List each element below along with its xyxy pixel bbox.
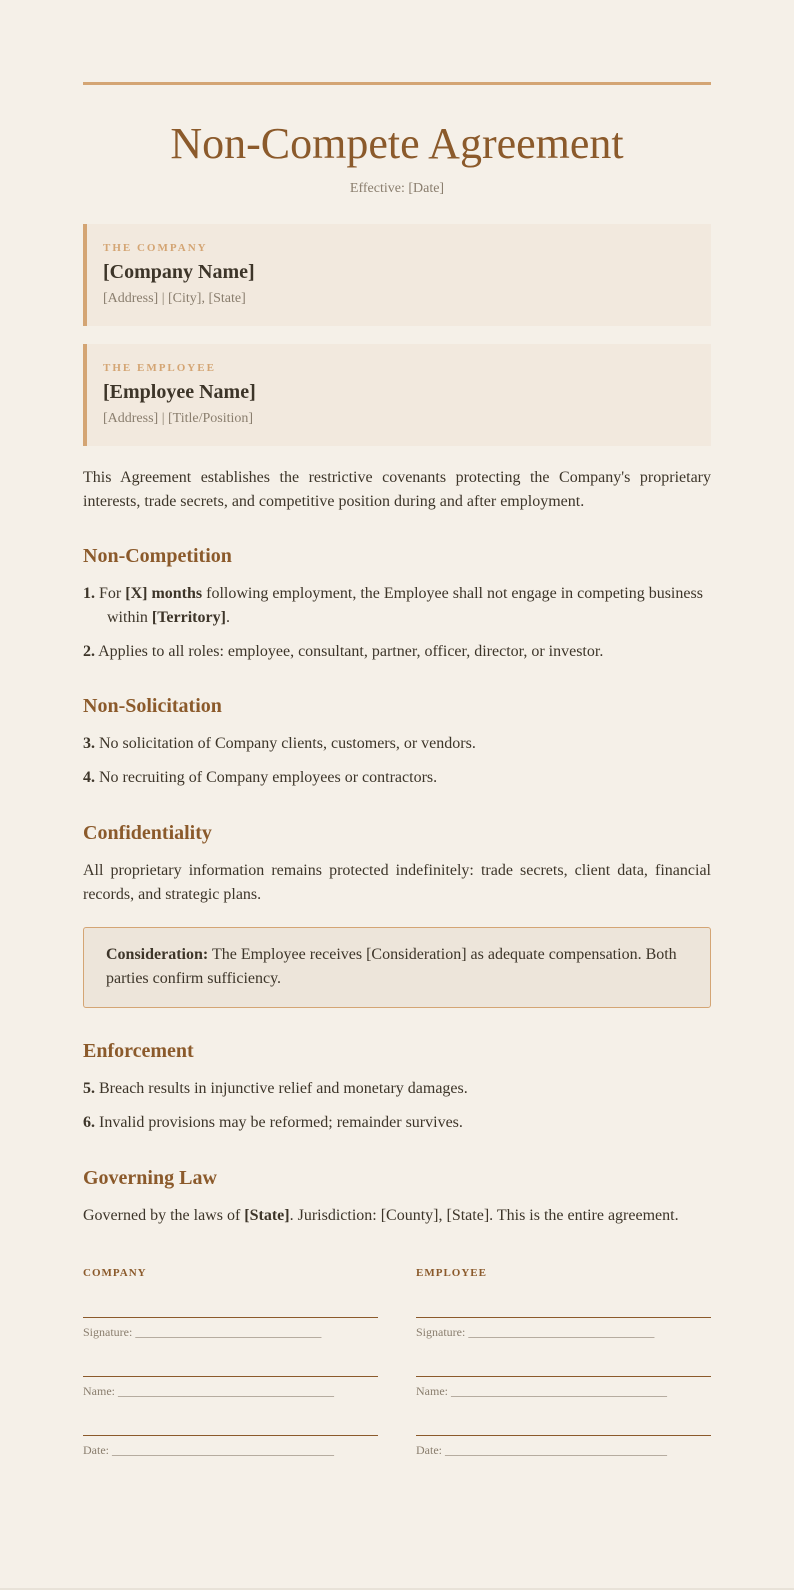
section-heading-governing-law: Governing Law	[83, 1167, 217, 1189]
clause-2	[83, 640, 711, 664]
page-title: Non-Compete Agreement	[170, 119, 624, 168]
consideration-callout	[83, 927, 711, 1008]
agreement-document	[83, 82, 711, 1458]
employee-name-line[interactable]	[416, 1376, 711, 1377]
employee-date-field[interactable]: Date: _____________________________________	[416, 1443, 667, 1457]
clause-text: No recruiting of Company employees or contractors.	[99, 769, 438, 786]
employee-label: THE EMPLOYEE	[103, 362, 216, 374]
clause-5	[83, 1077, 711, 1101]
company-signature-heading: COMPANY	[83, 1267, 147, 1279]
consideration-label: Consideration:	[106, 946, 209, 963]
employee-name-field[interactable]: Name: ____________________________________	[416, 1384, 667, 1398]
section-heading-non-competition: Non-Competition	[83, 545, 232, 567]
clause-text: For	[99, 585, 126, 602]
clause-number: 5.	[83, 1080, 95, 1097]
employee-name: [Employee Name]	[103, 381, 256, 403]
section-heading-non-solicitation: Non-Solicitation	[83, 695, 222, 717]
effective-date: Effective: [Date]	[349, 181, 445, 196]
clause-number: 3.	[83, 735, 95, 752]
consideration-text: The Employee receives [Consideration] as adequate compensation. Both parties confirm sufficiency.	[106, 946, 677, 987]
top-divider	[83, 82, 711, 85]
clause-1	[83, 582, 711, 630]
company-signature-column	[83, 1266, 378, 1458]
company-party-card	[83, 224, 711, 326]
clause-text: following employment, the Employee shall not engage in competing business within	[107, 585, 703, 626]
clause-3	[83, 732, 711, 756]
clause-number: 1.	[83, 585, 95, 602]
company-date-line[interactable]	[83, 1435, 378, 1436]
confidentiality-paragraph: All proprietary information remains protected indefinitely: trade secrets, client data, financial records, and strategic plans.	[83, 862, 711, 903]
section-heading-enforcement: Enforcement	[83, 1040, 194, 1062]
employee-signature-line[interactable]	[416, 1317, 711, 1318]
clause-number: 4.	[83, 769, 95, 786]
employee-date-line[interactable]	[416, 1435, 711, 1436]
employee-signature-column	[416, 1266, 711, 1458]
employee-address: [Address] | [Title/Position]	[103, 411, 254, 426]
clause-text: Breach results in injunctive relief and monetary damages.	[99, 1080, 468, 1097]
territory-placeholder: [Territory]	[151, 609, 226, 626]
clause-number: 2.	[83, 643, 95, 660]
clause-4	[83, 766, 711, 790]
clause-number: 6.	[83, 1114, 95, 1131]
company-address: [Address] | [City], [State]	[103, 291, 246, 306]
company-signature-field[interactable]: Signature: _______________________________	[83, 1325, 322, 1339]
governing-text: . Jurisdiction: [County], [State]. This is the entire agreement.	[289, 1207, 679, 1224]
company-name: [Company Name]	[103, 261, 255, 283]
state-placeholder: [State]	[244, 1207, 290, 1224]
duration-placeholder: [X] months	[125, 585, 203, 602]
clause-6	[83, 1111, 711, 1135]
clause-text: .	[225, 609, 230, 626]
clause-text: Applies to all roles: employee, consultant, partner, officer, director, or investor.	[98, 643, 604, 660]
company-name-field[interactable]: Name: ____________________________________	[83, 1384, 334, 1398]
company-label: THE COMPANY	[103, 242, 208, 254]
company-signature-line[interactable]	[83, 1317, 378, 1318]
employee-party-card	[83, 344, 711, 446]
governing-text: Governed by the laws of	[83, 1207, 245, 1224]
employee-signature-field[interactable]: Signature: _______________________________	[416, 1325, 655, 1339]
intro-paragraph: This Agreement establishes the restrictive covenants protecting the Company's proprietary interests, trade secrets, and competitive position during and after employment.	[83, 469, 711, 510]
company-name-line[interactable]	[83, 1376, 378, 1377]
governing-law-paragraph	[83, 1204, 711, 1228]
clause-text: Invalid provisions may be reformed; remainder survives.	[99, 1114, 463, 1131]
employee-signature-heading: EMPLOYEE	[416, 1267, 487, 1279]
company-date-field[interactable]: Date: _____________________________________	[83, 1443, 334, 1457]
signature-block	[83, 1266, 711, 1458]
clause-text: No solicitation of Company clients, customers, or vendors.	[99, 735, 476, 752]
section-heading-confidentiality: Confidentiality	[83, 822, 212, 844]
